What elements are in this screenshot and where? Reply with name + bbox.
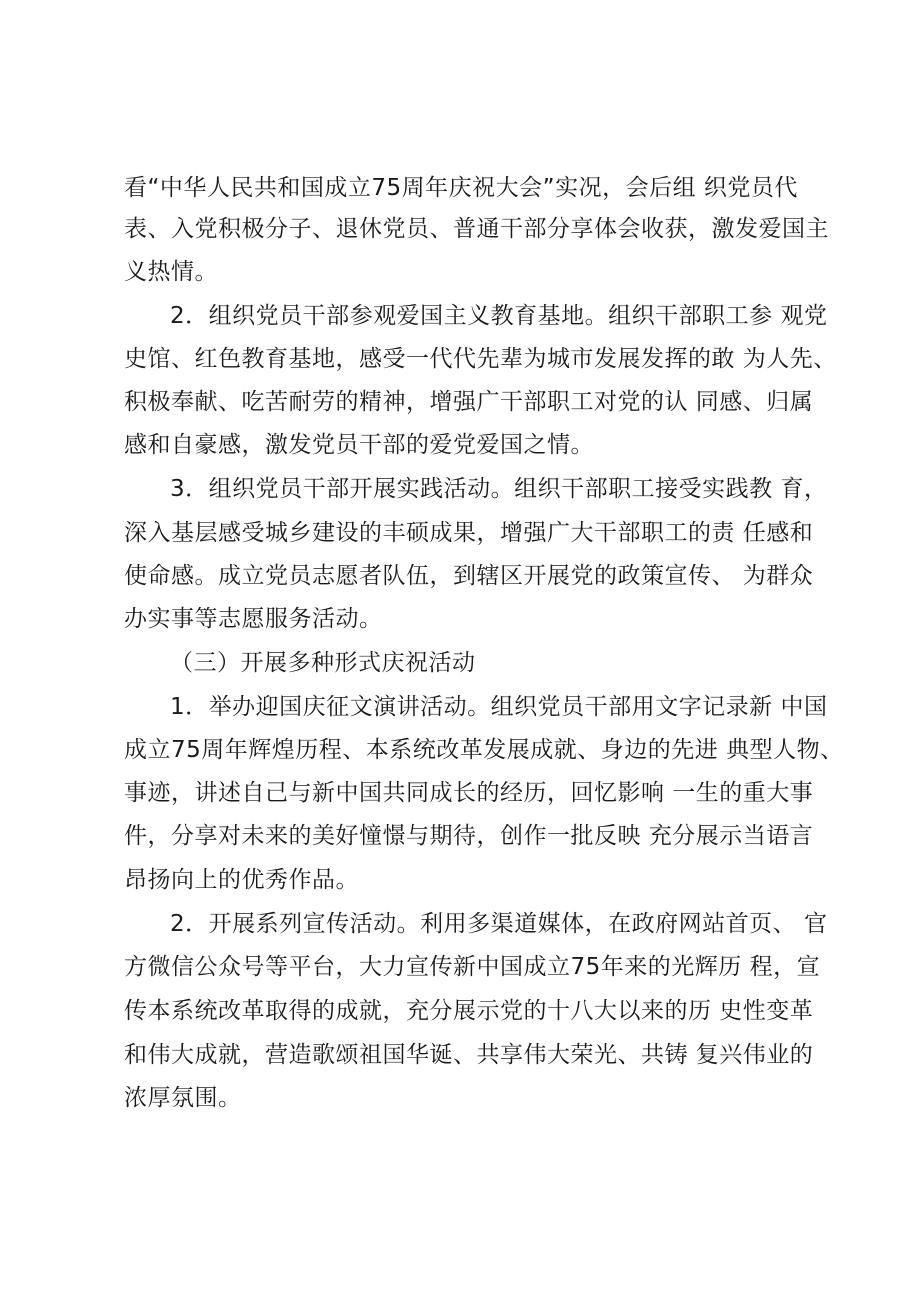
text-line: 办实事等志愿服务活动。 (124, 606, 383, 632)
text-line: 2．组织党员干部参观爱国主义教育基地。组织干部职工参 观党 (170, 303, 828, 329)
text-line: 深入基层感受城乡建设的丰硕成果，增强广大干部职工的责 任感和 (124, 520, 814, 546)
text-line: 浓厚氛围。 (124, 1085, 242, 1111)
text-line: 表、入党积极分子、退休党员、普通干部分享体会收获，激发爱国主 (124, 216, 829, 242)
text-line: 看“中华人民共和国成立75周年庆祝大会”实况，会后组 织党员代 (124, 175, 798, 201)
text-line: 昂扬向上的优秀作品。 (124, 867, 359, 893)
text-line: 成立75周年辉煌历程、本系统改革发展成就、身边的先进 典型人物、 (124, 737, 844, 763)
text-line: 感和自豪感，激发党员干部的爱党爱国之情。 (124, 432, 594, 458)
text-line: 积极奉献、吃苦耐劳的精神，增强广干部职工对党的认 同感、归属 (124, 389, 814, 415)
text-line: 3．组织党员干部开展实践活动。组织干部职工接受实践教 育， (170, 476, 828, 502)
text-line: 事迹，讲述自己与新中国共同成长的经历，回忆影响 一生的重大事 (124, 780, 814, 806)
text-line: 传本系统改革取得的成就，充分展示党的十八大以来的历 史性变革 (124, 998, 814, 1024)
text-line: 件，分享对未来的美好憧憬与期待，创作一批反映 充分展示当语言 (124, 823, 814, 849)
text-line: 2．开展系列宣传活动。利用多渠道媒体，在政府网站首页、 官 (170, 911, 828, 937)
text-line: 史馆、红色教育基地，感受一代代先辈为城市发展发挥的敢 为人先、 (124, 346, 837, 372)
text-line: 义热情。 (124, 259, 218, 285)
text-line: 使命感。成立党员志愿者队伍，到辖区开展党的政策宣传、 为群众 (124, 563, 814, 589)
section-heading: （三）开展多种形式庆祝活动 (170, 650, 476, 676)
text-line: 和伟大成就，营造歌颂祖国华诞、共享伟大荣光、共铸 复兴伟业的 (124, 1042, 814, 1068)
text-line: 1．举办迎国庆征文演讲活动。组织党员干部用文字记录新 中国 (170, 694, 828, 720)
text-line: 方微信公众号等平台，大力宣传新中国成立75年来的光辉历 程，宣 (124, 954, 821, 980)
